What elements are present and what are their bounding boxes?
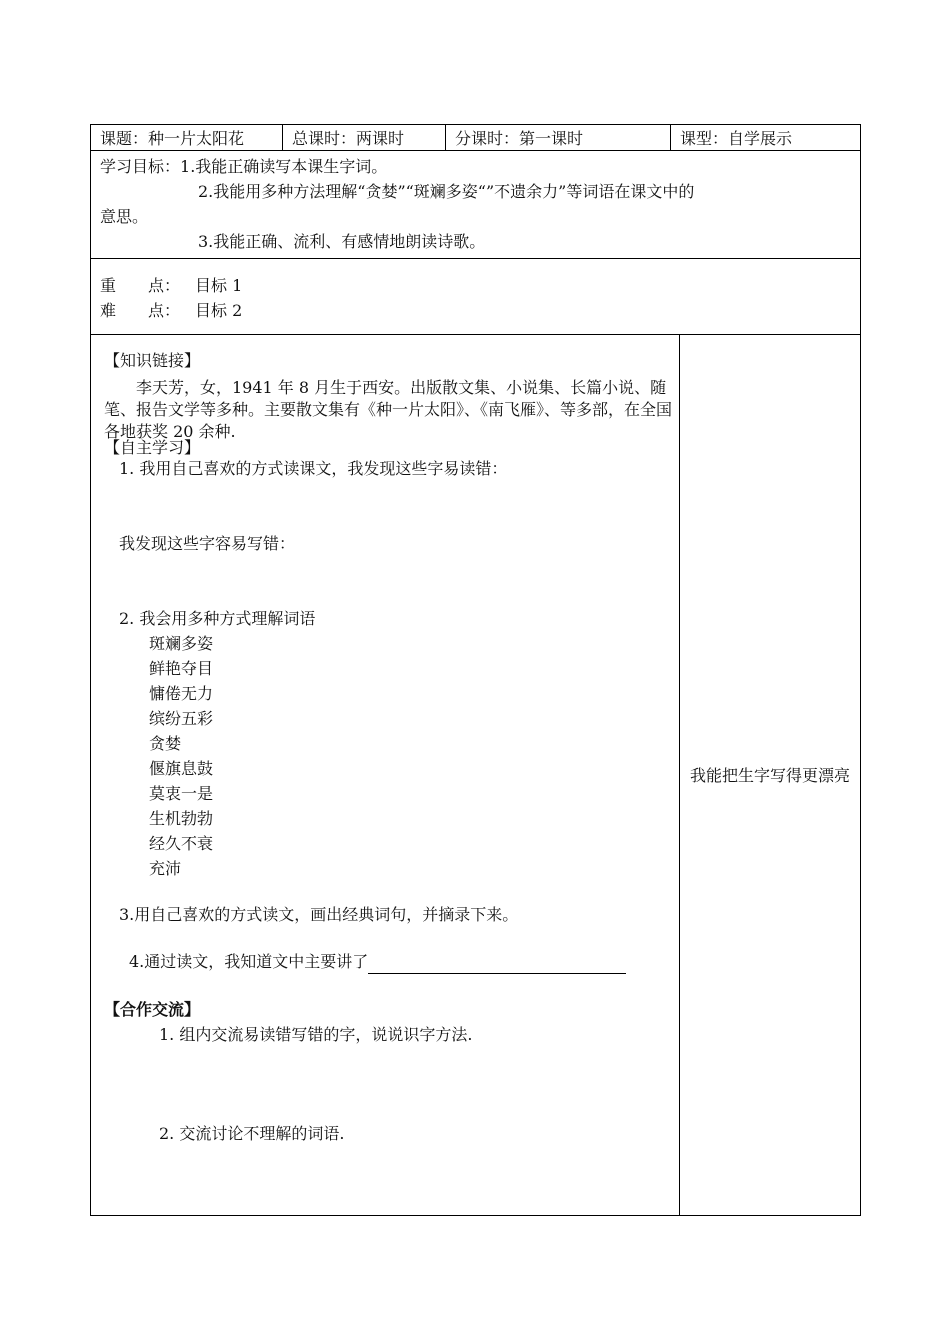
word-item: 莫衷一是	[149, 784, 214, 803]
goal-2: 2.我能用多种方法理解“贪婪”“斑斓多姿“”不遗余力”等词语在课文中的	[198, 182, 695, 201]
cooperation-item-1: 1. 组内交流易读错写错的字，说说识字方法.	[159, 1025, 473, 1044]
hard-value: 目标 2	[195, 301, 243, 320]
hard-label: 难 点：	[100, 301, 181, 320]
key-value: 目标 1	[195, 276, 243, 295]
learning-goals	[91, 151, 861, 259]
lesson-plan-table	[90, 124, 861, 1216]
question-1: 1. 我用自己喜欢的方式读课文，我发现这些字易读错：	[119, 459, 508, 478]
goals-row	[91, 151, 861, 259]
author-bio: 李天芳，女，1941 年 8 月生于西安。出版散文集、小说集、长篇小说、随笔、报告文学等多种。主要散文集有《种一片太阳》、《南飞雁》、等多部，在全国各地获奖 20 余种.	[104, 378, 673, 441]
keypoints-row	[91, 259, 861, 335]
word-item: 斑斓多姿	[149, 634, 214, 653]
cooperation-title: 【合作交流】	[104, 1000, 201, 1019]
main-row	[91, 335, 861, 1216]
goals-label: 学习目标：	[100, 157, 181, 176]
goal-2-cont: 意思。	[100, 207, 149, 226]
lesson-title: 课题：种一片太阳花	[91, 125, 283, 151]
key-label: 重 点：	[100, 276, 181, 295]
word-item: 生机勃勃	[149, 809, 214, 828]
key-difficult-points	[91, 259, 861, 335]
word-item: 充沛	[149, 859, 182, 878]
lesson-type: 课型：自学展示	[671, 125, 861, 151]
question-3: 3.用自己喜欢的方式读文，画出经典词句，并摘录下来。	[119, 905, 519, 924]
word-item: 鲜艳夺目	[149, 659, 214, 678]
side-note: 我能把生字写得更漂亮	[680, 335, 861, 1216]
sub-hours: 分课时：第一课时	[446, 125, 671, 151]
word-item: 贪婪	[149, 734, 182, 753]
cooperation-item-2: 2. 交流讨论不理解的词语.	[159, 1124, 345, 1143]
total-hours: 总课时：两课时	[283, 125, 446, 151]
word-item: 经久不衰	[149, 834, 214, 853]
question-2: 2. 我会用多种方式理解词语	[119, 609, 316, 628]
self-study-title: 【自主学习】	[104, 438, 201, 457]
word-item: 偃旗息鼓	[149, 759, 214, 778]
main-content	[91, 335, 680, 1216]
question-1b: 我发现这些字容易写错：	[119, 534, 296, 553]
answer-blank[interactable]	[368, 955, 626, 974]
knowledge-title: 【知识链接】	[104, 351, 201, 370]
goal-1: 1.我能正确读写本课生字词。	[180, 157, 388, 176]
word-item: 缤纷五彩	[149, 709, 214, 728]
header-row	[91, 125, 861, 151]
question-4	[129, 949, 626, 974]
goal-3: 3.我能正确、流利、有感情地朗读诗歌。	[198, 232, 486, 251]
question-4-text: 4.通过读文，我知道文中主要讲了	[129, 952, 369, 971]
word-item: 慵倦无力	[149, 684, 214, 703]
